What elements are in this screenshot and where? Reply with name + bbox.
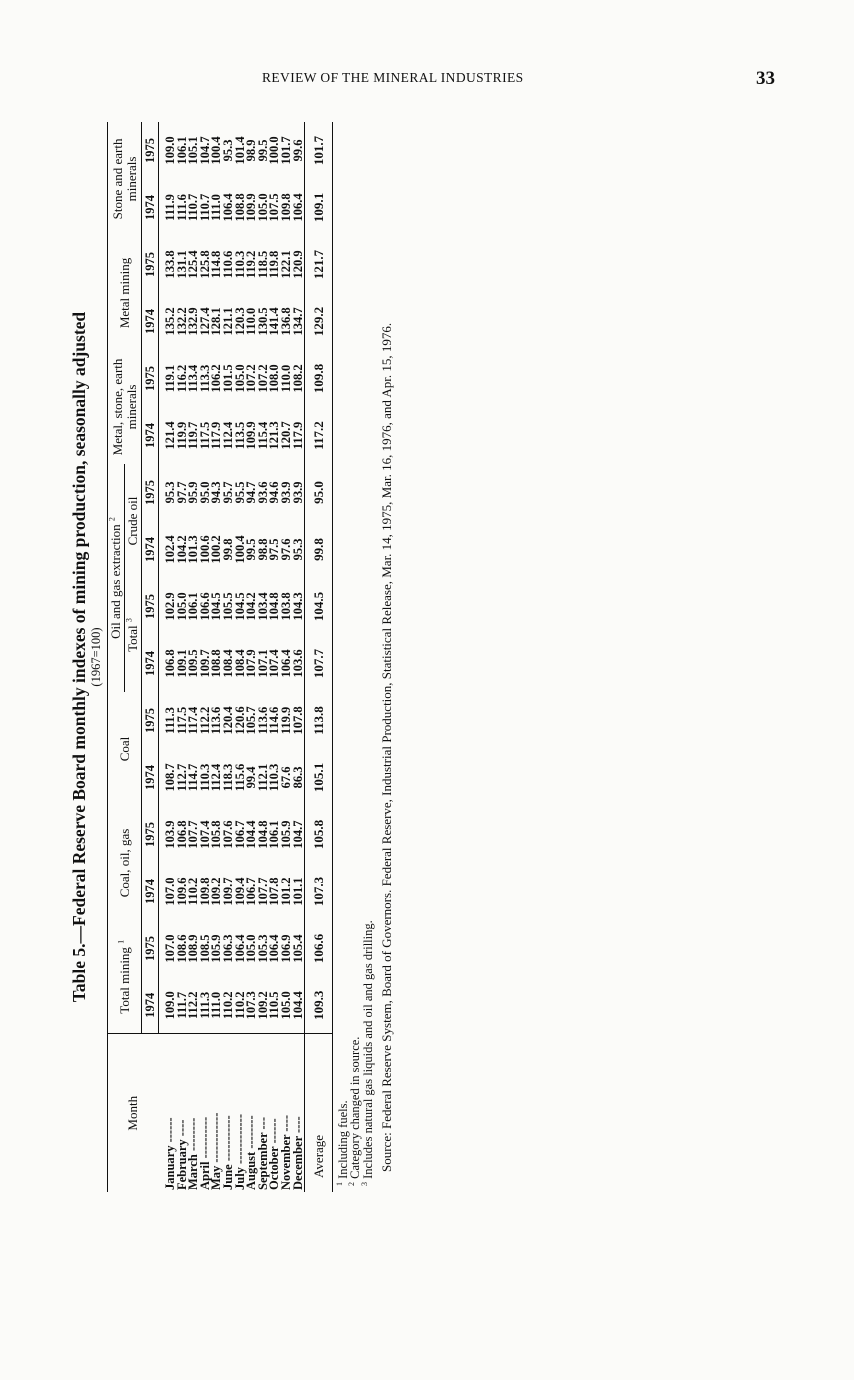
value-cell: 117.5 <box>174 706 189 735</box>
value-cell: 109.8 <box>197 877 212 906</box>
value-cell: 110.2 <box>186 877 201 906</box>
header-oil-gas <box>108 464 125 692</box>
value-cell: 112.4 <box>209 763 224 792</box>
value-cell: 129.2 <box>305 293 333 350</box>
header-coal: Coal <box>108 692 142 806</box>
value-cell: 109.9 <box>244 421 259 450</box>
year-header: 1974 <box>142 521 159 578</box>
value-cell: 117.9 <box>290 421 305 450</box>
footnote-ref: 3 <box>124 618 134 623</box>
value-cell: 110.3 <box>232 250 247 279</box>
value-cell: 107.1 <box>255 649 270 678</box>
value-cell: 110.3 <box>197 763 212 792</box>
value-cell: 112.7 <box>174 763 189 792</box>
table-subtitle: (1967=100) <box>89 627 103 687</box>
value-cell: 117.9 <box>209 421 224 450</box>
value-cell: 121.3 <box>267 421 282 450</box>
value-cell: 99.5 <box>255 139 270 162</box>
value-cell: 106.4 <box>278 649 293 678</box>
footnote-mark: 1 <box>334 1182 344 1186</box>
month-cell: December ---- <box>293 1034 305 1192</box>
value-cell: 132.9 <box>186 307 201 336</box>
value-cell: 121.7 <box>305 236 333 293</box>
value-cell: 95.3 <box>220 139 235 162</box>
value-cell: 109.7 <box>220 877 235 906</box>
value-cell: 104.5 <box>232 592 247 621</box>
value-cell: 111.0 <box>209 991 224 1019</box>
value-cell: 119.9 <box>278 706 293 735</box>
value-cell: 107.0 <box>163 877 177 906</box>
header-stone-earth: Stone and earth minerals <box>108 122 142 236</box>
value-cell: 111.7 <box>174 991 189 1019</box>
value-cell: 105.8 <box>305 806 333 863</box>
value-cell: 95.0 <box>197 481 212 504</box>
value-cell: 106.8 <box>163 649 177 678</box>
value-cell: 99.5 <box>244 538 259 561</box>
value-cell: 127.4 <box>197 307 212 336</box>
value-cell: 109.2 <box>255 991 270 1020</box>
month-cell: February ---- <box>177 1034 189 1192</box>
value-cell: 103.4 <box>255 592 270 621</box>
value-cell: 101.4 <box>232 136 247 165</box>
value-cell: 106.8 <box>174 820 189 849</box>
value-cell: 107.3 <box>244 991 259 1020</box>
value-cell: 104.4 <box>244 820 259 849</box>
value-cell: 108.8 <box>209 649 224 678</box>
value-cell: 106.2 <box>209 364 224 393</box>
value-cell: 94.7 <box>244 481 259 504</box>
value-cell: 108.9 <box>186 934 201 963</box>
value-cell: 120.6 <box>232 706 247 735</box>
value-cell: 106.7 <box>232 820 247 849</box>
value-cell: 109.1 <box>174 649 189 678</box>
value-cell: 105.1 <box>305 749 333 806</box>
value-cell: 103.9 <box>163 820 177 849</box>
value-cell: 117.4 <box>186 706 201 735</box>
month-cell: May ------------ <box>211 1034 223 1192</box>
footnote <box>334 122 350 1192</box>
value-cell: 116.2 <box>174 364 189 393</box>
value-cell: 97.5 <box>267 538 282 561</box>
value-cell: 105.0 <box>232 364 247 393</box>
footnote-mark: 3 <box>359 1182 369 1186</box>
value-cell: 122.1 <box>278 250 293 279</box>
value-cell: 115.6 <box>232 763 247 792</box>
month-cell: October ------ <box>269 1034 281 1192</box>
value-cell: 99.8 <box>220 538 235 561</box>
month-cell: November ---- <box>281 1034 293 1192</box>
value-cell: 109.1 <box>305 179 333 236</box>
rotated-table-block <box>70 122 440 1192</box>
value-cell: 109.5 <box>186 649 201 678</box>
value-cell: 105.7 <box>244 706 259 735</box>
footnote-ref: 2 <box>107 517 117 522</box>
value-cell: 95.3 <box>290 538 305 561</box>
value-cell: 95.0 <box>305 464 333 521</box>
value-cell: 107.0 <box>163 934 177 963</box>
value-cell: 119.9 <box>174 421 189 450</box>
value-cell: 110.0 <box>244 307 259 336</box>
footnote-text: Including fuels. <box>335 1100 350 1179</box>
value-cell: 105.0 <box>255 193 270 222</box>
value-cell: 106.4 <box>290 193 305 222</box>
year-header: 1975 <box>142 806 159 863</box>
header-metal-mining: Metal mining <box>108 236 142 350</box>
value-cell: 109.2 <box>209 877 224 906</box>
value-cell: 105.0 <box>244 934 259 963</box>
year-header: 1975 <box>142 578 159 635</box>
value-cell: 104.7 <box>290 820 305 849</box>
value-cell: 95.7 <box>220 481 235 504</box>
value-cell: 108.4 <box>232 649 247 678</box>
value-cell: 133.8 <box>163 250 177 279</box>
value-cell: 101.7 <box>278 136 293 165</box>
value-cell: 104.7 <box>197 136 212 165</box>
year-header: 1974 <box>142 749 159 806</box>
value-cell: 106.3 <box>220 934 235 963</box>
table-title: Table 5.—Federal Reserve Board monthly indexes of mining production, seasonally adjusted <box>69 311 89 1003</box>
value-cell: 121.1 <box>220 307 235 336</box>
value-cell: 113.4 <box>186 364 201 393</box>
value-cell: 106.9 <box>278 934 293 963</box>
value-cell: 113.3 <box>197 364 212 393</box>
value-cell: 131.1 <box>174 250 189 279</box>
value-cell: 118.5 <box>255 250 270 279</box>
value-cell: 106.6 <box>197 592 212 621</box>
footnote-ref: 1 <box>116 939 126 944</box>
value-cell: 109.7 <box>197 649 212 678</box>
value-cell: 117.5 <box>197 421 212 450</box>
value-cell: 93.6 <box>255 481 270 504</box>
value-cell: 125.4 <box>186 250 201 279</box>
value-cell: 99.4 <box>244 766 259 789</box>
value-cell: 120.3 <box>232 307 247 336</box>
value-cell: 113.6 <box>255 706 270 735</box>
value-cell: 111.0 <box>209 194 224 221</box>
value-cell: 105.1 <box>186 136 201 165</box>
year-header: 1975 <box>142 920 159 977</box>
value-cell: 107.2 <box>255 364 270 393</box>
running-head: REVIEW OF THE MINERAL INDUSTRIES <box>262 70 524 85</box>
year-header: 1975 <box>142 236 159 293</box>
value-cell: 98.9 <box>244 139 259 162</box>
header-crude-oil: Crude oil <box>125 464 142 578</box>
header-metal-stone: Metal, stone, earth minerals <box>108 350 142 464</box>
value-cell: 119.1 <box>163 364 177 393</box>
year-header: 1974 <box>142 407 159 464</box>
month-cell: September --- <box>258 1034 270 1192</box>
value-cell: 107.8 <box>267 877 282 906</box>
value-cell: 105.5 <box>220 592 235 621</box>
value-cell: 104.2 <box>244 592 259 621</box>
value-cell: 107.6 <box>220 820 235 849</box>
value-cell: 108.6 <box>174 934 189 963</box>
value-cell: 98.8 <box>255 538 270 561</box>
mining-index-table <box>107 122 333 1192</box>
value-cell: 86.3 <box>290 766 305 789</box>
header-total-mining <box>108 920 142 1034</box>
value-cell: 106.6 <box>305 920 333 977</box>
value-cell: 107.7 <box>305 635 333 692</box>
value-cell: 114.8 <box>209 250 224 279</box>
value-cell: 105.0 <box>278 991 293 1020</box>
year-header: 1974 <box>142 179 159 236</box>
value-cell: 104.5 <box>305 578 333 635</box>
value-cell: 120.4 <box>220 706 235 735</box>
value-cell: 100.6 <box>197 535 212 564</box>
value-cell: 108.5 <box>197 934 212 963</box>
value-cell: 101.7 <box>305 122 333 179</box>
value-cell: 110.5 <box>267 991 282 1019</box>
header-total-label: Total <box>125 625 140 652</box>
value-cell: 100.0 <box>267 136 282 165</box>
value-cell: 110.7 <box>186 193 201 222</box>
value-cell: 128.1 <box>209 307 224 336</box>
value-cell: 119.2 <box>244 250 259 279</box>
value-cell: 108.2 <box>290 364 305 393</box>
year-header: 1975 <box>142 464 159 521</box>
value-cell: 113.8 <box>305 692 333 749</box>
value-cell: 109.6 <box>174 877 189 906</box>
footnote-mark: 2 <box>347 1182 357 1186</box>
value-cell: 112.2 <box>186 991 201 1019</box>
value-cell: 112.1 <box>255 763 270 792</box>
value-cell: 111.6 <box>174 194 189 221</box>
year-header: 1974 <box>142 293 159 350</box>
value-cell: 115.4 <box>255 421 270 450</box>
value-cell: 112.2 <box>197 706 212 735</box>
value-cell: 118.3 <box>220 763 235 792</box>
value-cell: 107.7 <box>186 820 201 849</box>
value-cell: 103.8 <box>278 592 293 621</box>
month-cell: March -------- <box>188 1034 200 1192</box>
value-cell: 111.3 <box>163 707 177 734</box>
value-cell: 94.6 <box>267 481 282 504</box>
value-cell: 110.3 <box>267 763 282 792</box>
value-cell: 110.6 <box>220 250 235 279</box>
value-cell: 109.4 <box>232 877 247 906</box>
value-cell: 97.6 <box>278 538 293 561</box>
value-cell: 107.8 <box>290 706 305 735</box>
source-note: Source: Federal Reserve System, Board of Governors. Federal Reserve, Industrial Production, Statistical Release, Mar. 14, 1975, Mar. 16, 1976, and Apr. 15, 1976. <box>379 322 395 1172</box>
value-cell: 125.8 <box>197 250 212 279</box>
value-cell: 109.8 <box>305 350 333 407</box>
header-total-mining-label: Total mining <box>116 947 132 1014</box>
value-cell: 104.4 <box>290 991 305 1020</box>
value-cell: 107.9 <box>244 649 259 678</box>
footnote <box>359 122 375 1192</box>
value-cell: 99.8 <box>305 521 333 578</box>
value-cell: 100.4 <box>232 535 247 564</box>
value-cell: 101.2 <box>278 877 293 906</box>
month-cell: April ---------- <box>200 1034 212 1192</box>
value-cell: 104.3 <box>290 592 305 621</box>
value-cell: 112.4 <box>220 421 235 450</box>
value-cell: 130.5 <box>255 307 270 336</box>
value-cell: 97.7 <box>174 481 189 504</box>
value-cell: 119.7 <box>186 421 201 450</box>
value-cell: 104.8 <box>255 820 270 849</box>
month-cell: June ----------- <box>223 1034 235 1192</box>
value-cell: 104.2 <box>174 535 189 564</box>
value-cell: 101.3 <box>186 535 201 564</box>
value-cell: 95.5 <box>232 481 247 504</box>
year-header: 1975 <box>142 122 159 179</box>
value-cell: 93.9 <box>278 481 293 504</box>
value-cell: 106.7 <box>244 877 259 906</box>
value-cell: 106.1 <box>174 136 189 165</box>
footnote-text: Includes natural gas liquids and oil and gas drilling. <box>360 920 375 1179</box>
value-cell: 119.8 <box>267 250 282 279</box>
value-cell: 107.4 <box>197 820 212 849</box>
month-cell: August -------- <box>246 1034 258 1192</box>
value-cell: 105.4 <box>290 934 305 963</box>
value-cell: 93.9 <box>290 481 305 504</box>
value-cell: 114.7 <box>186 763 201 792</box>
average-row <box>305 122 333 1192</box>
value-cell: 107.4 <box>267 649 282 678</box>
value-cell: 109.0 <box>163 991 177 1020</box>
footnote-text: Category changed in source. <box>348 1036 363 1179</box>
value-cell: 101.5 <box>220 364 235 393</box>
header-coal-oil-gas: Coal, oil, gas <box>108 806 142 920</box>
value-cell: 105.3 <box>255 934 270 963</box>
year-header: 1975 <box>142 350 159 407</box>
value-cell: 104.8 <box>267 592 282 621</box>
value-cell: 111.9 <box>163 194 177 221</box>
value-cell: 109.8 <box>278 193 293 222</box>
value-cell: 102.9 <box>163 592 177 621</box>
page-number: 33 <box>756 68 775 89</box>
table-row <box>159 122 177 1192</box>
value-cell: 106.1 <box>186 592 201 621</box>
year-header: 1975 <box>142 692 159 749</box>
value-cell: 135.2 <box>163 307 177 336</box>
value-cell: 107.7 <box>255 877 270 906</box>
value-cell: 109.3 <box>305 977 333 1034</box>
value-cell: 106.1 <box>267 820 282 849</box>
value-cell: 105.9 <box>209 934 224 963</box>
year-header: 1974 <box>142 863 159 920</box>
value-cell: 113.5 <box>232 421 247 450</box>
month-cell: January ------ <box>159 1034 177 1192</box>
value-cell: 110.2 <box>232 991 247 1019</box>
value-cell: 99.6 <box>290 139 305 162</box>
value-cell: 110.2 <box>220 991 235 1019</box>
value-cell: 111.3 <box>197 991 212 1019</box>
value-cell: 109.9 <box>244 193 259 222</box>
header-total <box>125 578 142 692</box>
value-cell: 107.5 <box>267 193 282 222</box>
value-cell: 104.5 <box>209 592 224 621</box>
header-oil-gas-label: Oil and gas extraction <box>108 524 123 639</box>
value-cell: 120.7 <box>278 421 293 450</box>
table-row <box>293 122 305 1192</box>
value-cell: 141.4 <box>267 307 282 336</box>
value-cell: 105.0 <box>174 592 189 621</box>
value-cell: 107.2 <box>244 364 259 393</box>
value-cell: 100.4 <box>209 136 224 165</box>
value-cell: 101.1 <box>290 877 305 906</box>
footnotes <box>334 122 395 1192</box>
value-cell: 100.2 <box>209 535 224 564</box>
value-cell: 103.6 <box>290 649 305 678</box>
value-cell: 105.9 <box>278 820 293 849</box>
value-cell: 136.8 <box>278 307 293 336</box>
value-cell: 95.9 <box>186 481 201 504</box>
value-cell: 107.3 <box>305 863 333 920</box>
value-cell: 117.2 <box>305 407 333 464</box>
value-cell: 120.9 <box>290 250 305 279</box>
value-cell: 94.3 <box>209 481 224 504</box>
header-month: Month <box>108 1034 159 1192</box>
value-cell: 102.4 <box>163 535 177 564</box>
value-cell: 110.0 <box>278 364 293 393</box>
value-cell: 121.4 <box>163 421 177 450</box>
value-cell: 106.4 <box>267 934 282 963</box>
year-header: 1974 <box>142 977 159 1034</box>
value-cell: 110.7 <box>197 193 212 222</box>
value-cell: 113.6 <box>209 706 224 735</box>
table-body <box>159 122 333 1192</box>
value-cell: 67.6 <box>278 766 293 789</box>
value-cell: 134.7 <box>290 307 305 336</box>
month-cell: July ------------ <box>235 1034 247 1192</box>
value-cell: 106.4 <box>232 934 247 963</box>
value-cell: 108.7 <box>163 763 177 792</box>
value-cell: 106.4 <box>220 193 235 222</box>
value-cell: 132.2 <box>174 307 189 336</box>
value-cell: 108.4 <box>220 649 235 678</box>
value-cell: 114.6 <box>267 706 282 735</box>
value-cell: 105.8 <box>209 820 224 849</box>
month-cell: Average <box>305 1034 333 1192</box>
year-header: 1974 <box>142 635 159 692</box>
value-cell: 109.0 <box>163 136 177 165</box>
value-cell: 108.8 <box>232 193 247 222</box>
value-cell: 95.3 <box>163 481 177 504</box>
value-cell: 108.0 <box>267 364 282 393</box>
